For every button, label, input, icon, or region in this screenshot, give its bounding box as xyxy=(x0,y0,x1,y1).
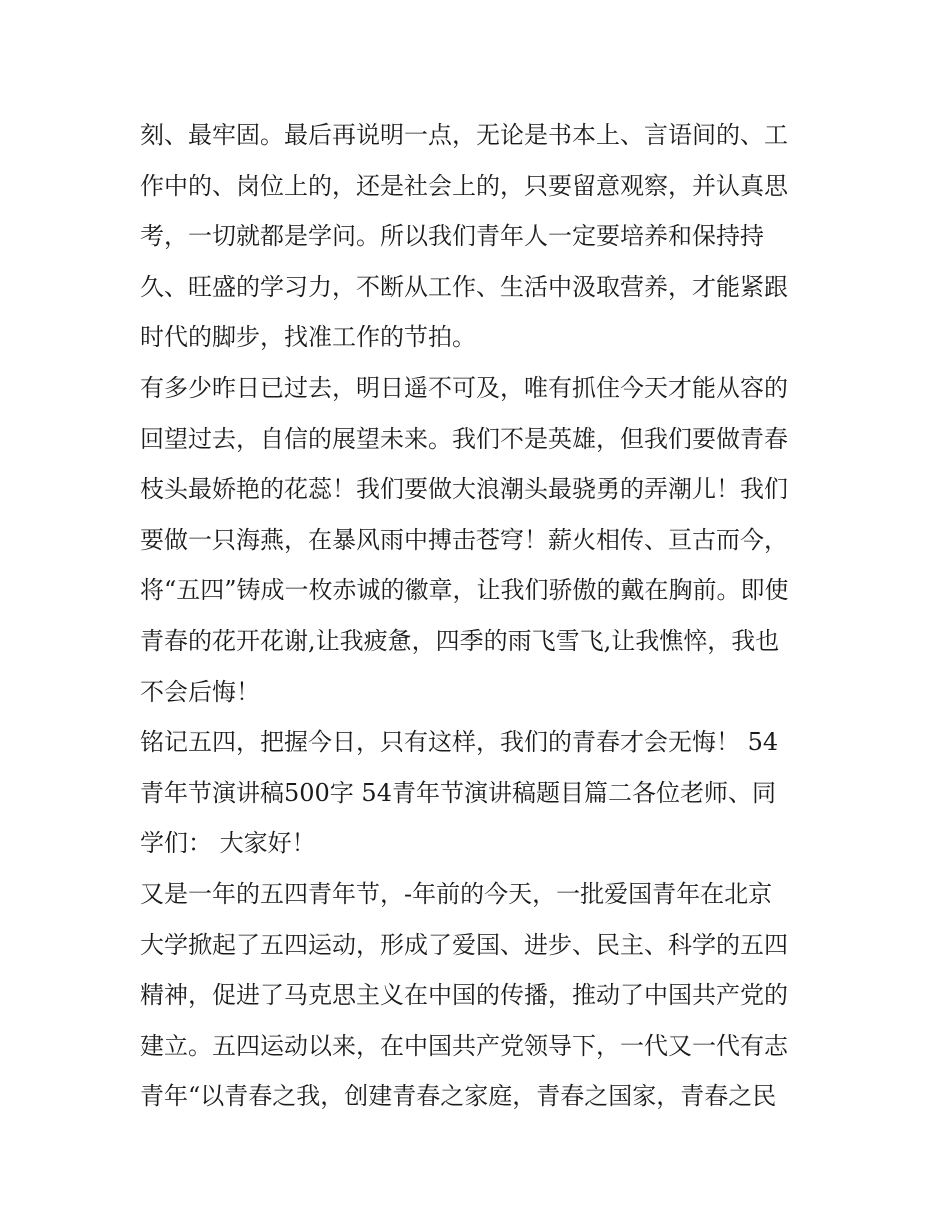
text-line: 不会后悔！ xyxy=(140,677,260,706)
text-line: 枝头最娇艳的花蕊！我们要做大浪潮头最骁勇的弄潮儿！我们 xyxy=(140,475,788,504)
text-line: 学们： 大家好！ xyxy=(140,829,316,858)
text-line: 将“五四”铸成一枚赤诚的徽章，让我们骄傲的戴在胸前。即使 xyxy=(140,576,789,605)
text-line: 建立。五四运动以来，在中国共产党领导下，一代又一代有志 xyxy=(140,1031,788,1060)
text-line: 时代的脚步，找准工作的节拍。 xyxy=(140,323,476,352)
text-line: 考，一切就都是学问。所以我们青年人一定要培养和保持持 xyxy=(140,222,764,251)
paragraph xyxy=(140,869,820,1122)
paragraph xyxy=(140,717,820,869)
text-line: 要做一只海燕，在暴风雨中搏击苍穹！薪火相传、亘古而今， xyxy=(140,525,788,554)
text-line: 又是一年的五四青年节，-年前的今天，一批爱国青年在北京 xyxy=(140,879,773,908)
text-line: 刻、最牢固。最后再说明一点，无论是书本上、言语间的、工 xyxy=(140,121,788,149)
text-line: 作中的、岗位上的，还是社会上的，只要留意观察，并认真思 xyxy=(140,171,788,200)
document-body xyxy=(140,110,820,1122)
text-line: 铭记五四，把握今日，只有这样，我们的青春才会无悔！ 54 xyxy=(140,728,779,757)
paragraph xyxy=(140,110,820,363)
text-line: 有多少昨日已过去，明日遥不可及，唯有抓住今天才能从容的 xyxy=(140,373,788,402)
text-line: 回望过去，自信的展望未来。我们不是英雄，但我们要做青春 xyxy=(140,424,788,453)
text-line: 精神，促进了马克思主义在中国的传播，推动了中国共产党的 xyxy=(140,981,788,1010)
text-line: 久、旺盛的学习力，不断从工作、生活中汲取营养，才能紧跟 xyxy=(140,272,788,301)
text-line: 青年“以青春之我，创建青春之家庭，青春之国家，青春之民 xyxy=(140,1082,777,1111)
text-line: 大学掀起了五四运动，形成了爱国、进步、民主、科学的五四 xyxy=(140,930,788,959)
paragraph xyxy=(140,363,820,717)
text-line: 青春的花开花谢,让我疲惫，四季的雨飞雪飞,让我憔悴，我也 xyxy=(140,626,780,655)
text-line: 青年节演讲稿500字 54青年节演讲稿题目篇二各位老师、同 xyxy=(140,778,776,807)
